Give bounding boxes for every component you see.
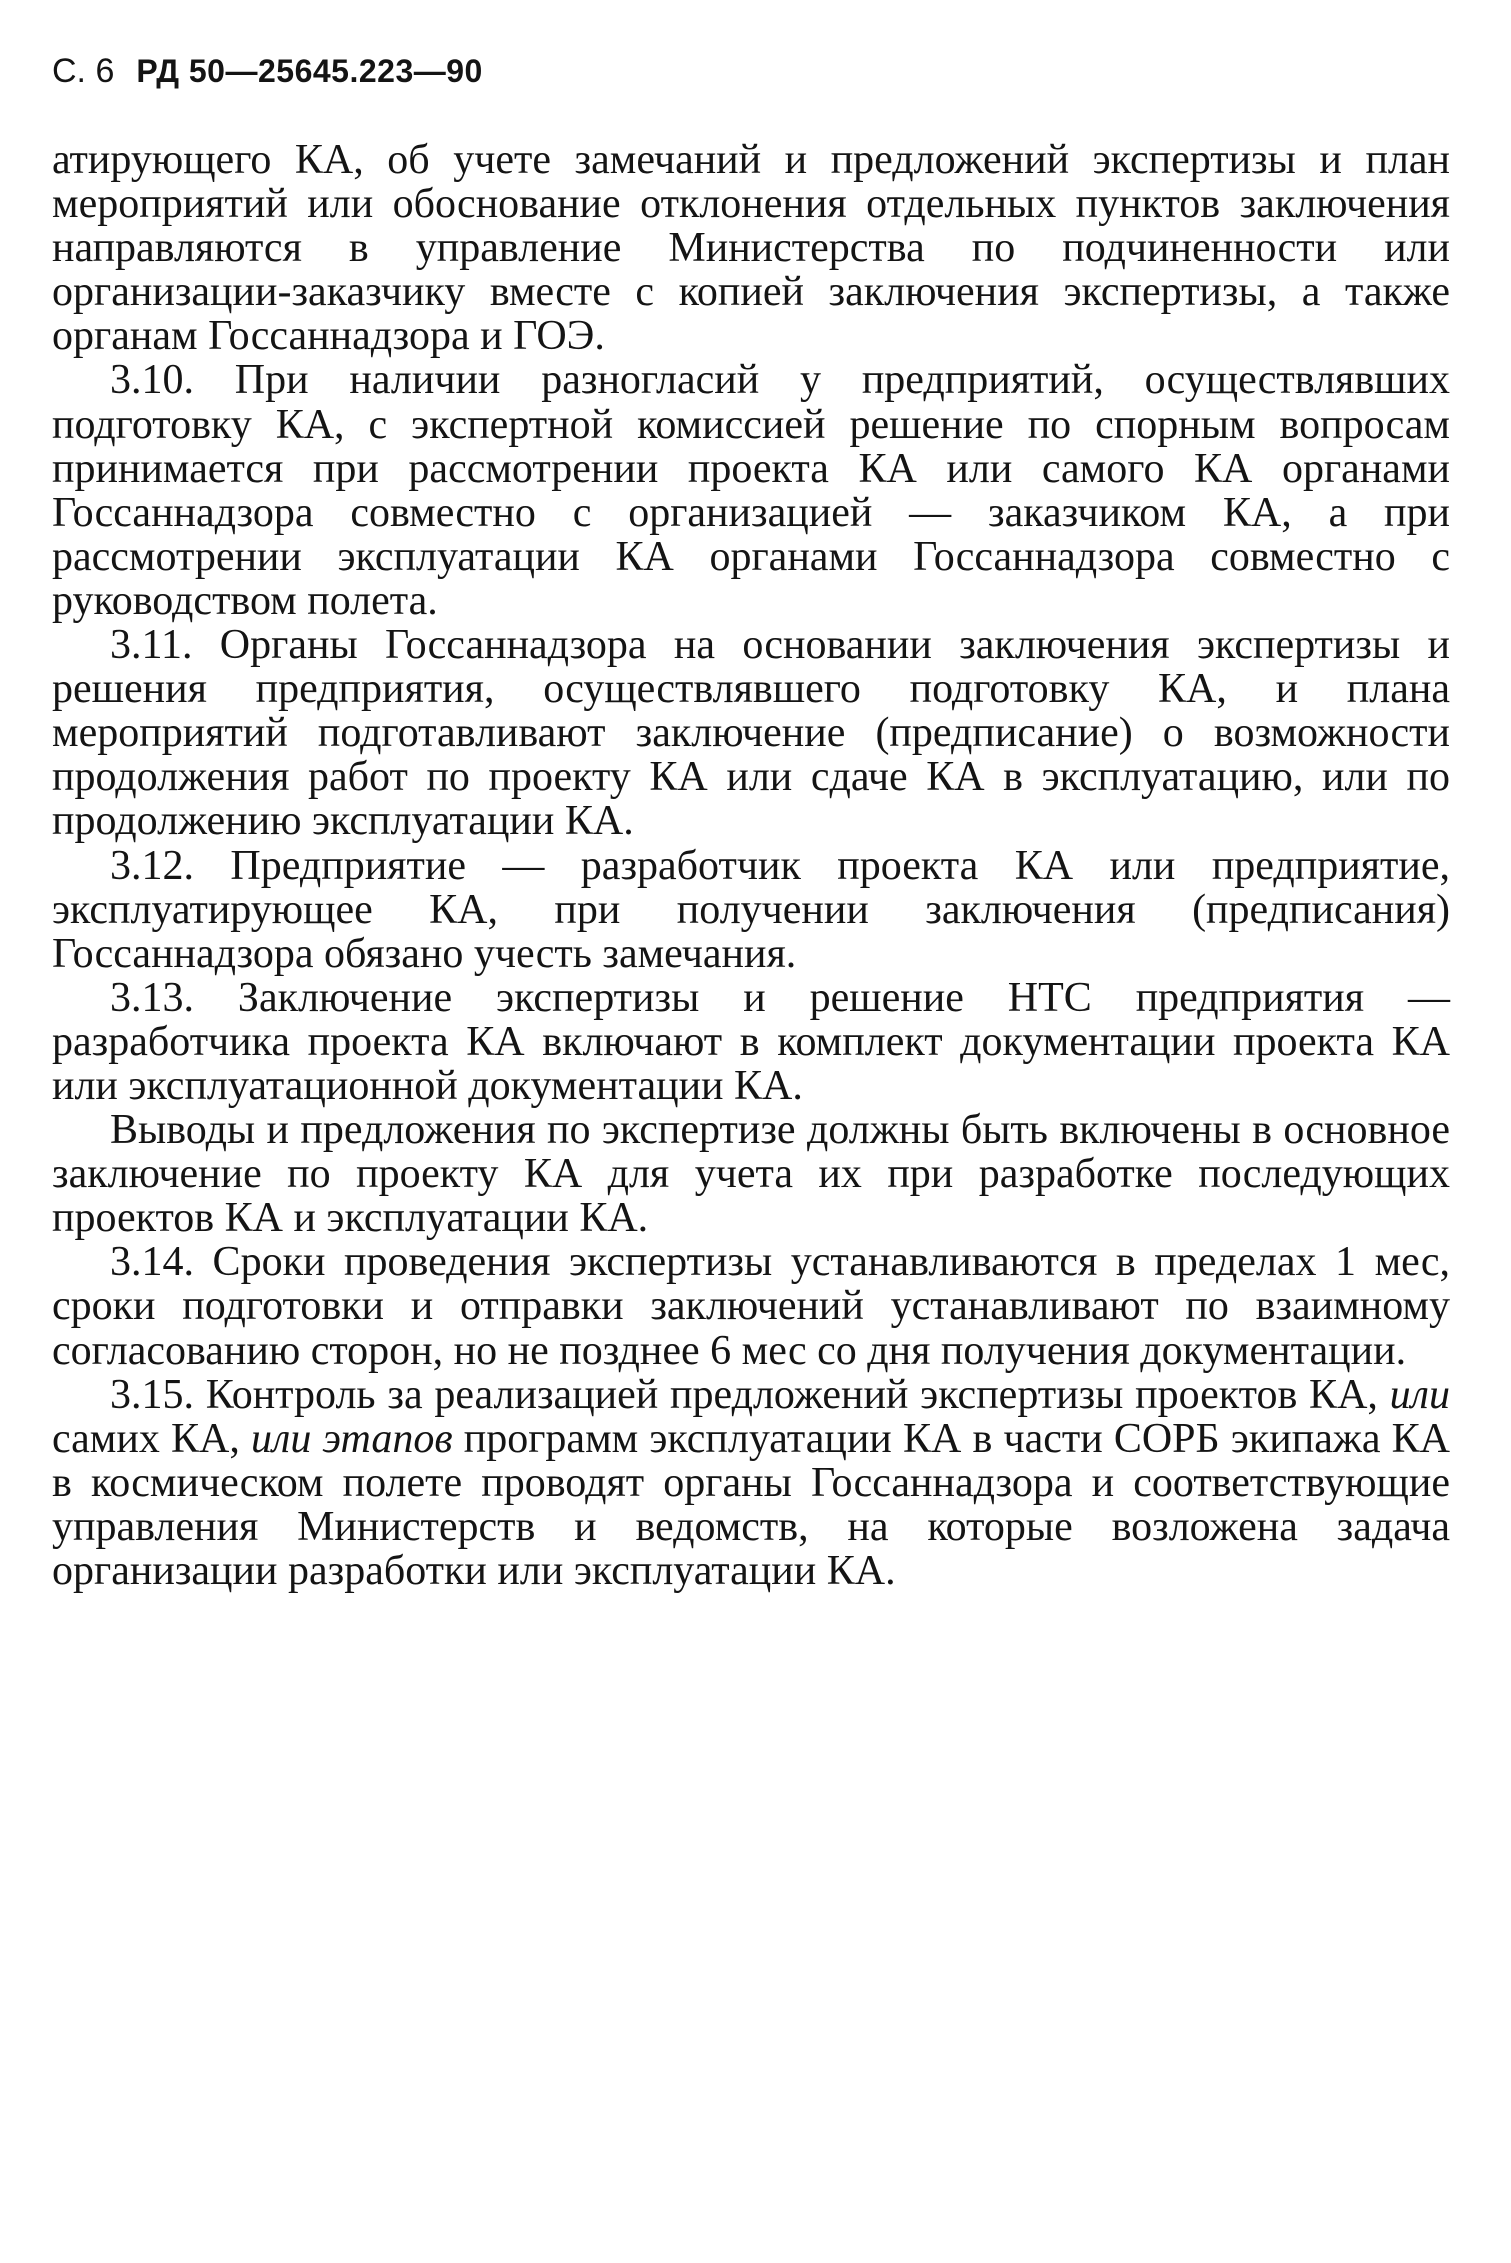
running-header	[52, 48, 483, 93]
paragraph-3-15	[52, 1373, 1450, 1593]
paragraph-3-15-rest: программ эксплуатации КА в части СОРБ экипажа КА в космическом полете проводят органы Госсаннадзора и соответствующие управления Министерств и ведомств, на которые возложена задача организации разработки или эксплуатации КА.	[52, 1415, 1451, 1594]
paragraph-continuation: атирующего КА, об учете замечаний и предложений экспертизы и план мероприятий или обоснование отклонения отдельных пунктов заключения направляются в управление Министерства по подчиненности или организации-заказчику вместе с копией заключения экспертизы, а также органам Госсаннадзора и ГОЭ.	[52, 137, 1450, 360]
paragraph-3-15-italic-1: или	[1389, 1371, 1450, 1418]
paragraph-3-14: 3.14. Сроки проведения экспертизы устанавливаются в пределах 1 мес, сроки подготовки и отправки заключений устанавливают по взаимному согласованию сторон, но не позднее 6 мес со дня получения документации.	[52, 1239, 1450, 1374]
paragraph-3-15-italic-2: или этапов	[251, 1415, 453, 1462]
page-number: С. 6	[52, 52, 115, 90]
paragraph-3-15-mid-1: самих КА,	[52, 1415, 240, 1462]
paragraph-3-12: 3.12. Предприятие — разработчик проекта КА или предприятие, эксплуатирующее КА, при получении заключения (предписания) Госсаннадзора обязано учесть замечания.	[52, 842, 1450, 977]
paragraph-3-10: 3.10. При наличии разногласий у предприятий, осуществлявших подготовку КА, с экспертной комиссией решение по спорным вопросам принимается при рассмотрении проекта КА или самого КА органами Госсаннадзора совместно с организацией — заказчиком КА, а при рассмотрении эксплуатации КА органами Госсаннадзора совместно с руководством полета.	[52, 357, 1450, 624]
document-code: РД 50—25645.223—90	[136, 53, 483, 89]
paragraph-3-13: 3.13. Заключение экспертизы и решение НТС предприятия — разработчика проекта КА включают в комплект документации проекта КА или эксплуатационной документации КА.	[52, 974, 1450, 1109]
body-text	[52, 138, 1450, 1593]
paragraph-3-15-lead: 3.15. Контроль за реализацией предложений экспертизы проектов КА,	[110, 1371, 1378, 1418]
paragraph-3-11: 3.11. Органы Госсаннадзора на основании заключения экспертизы и решения предприятия, осуществлявшего подготовку КА, и плана мероприятий подготавливают заключение (предписание) о возможности продолжения работ по проекту КА или сдаче КА в эксплуатацию, или по продолжению эксплуатации КА.	[52, 622, 1450, 845]
paragraph-conclusions: Выводы и предложения по экспертизе должны быть включены в основное заключение по проекту КА для учета их при разработке последующих проектов КА и эксплуатации КА.	[52, 1107, 1450, 1242]
